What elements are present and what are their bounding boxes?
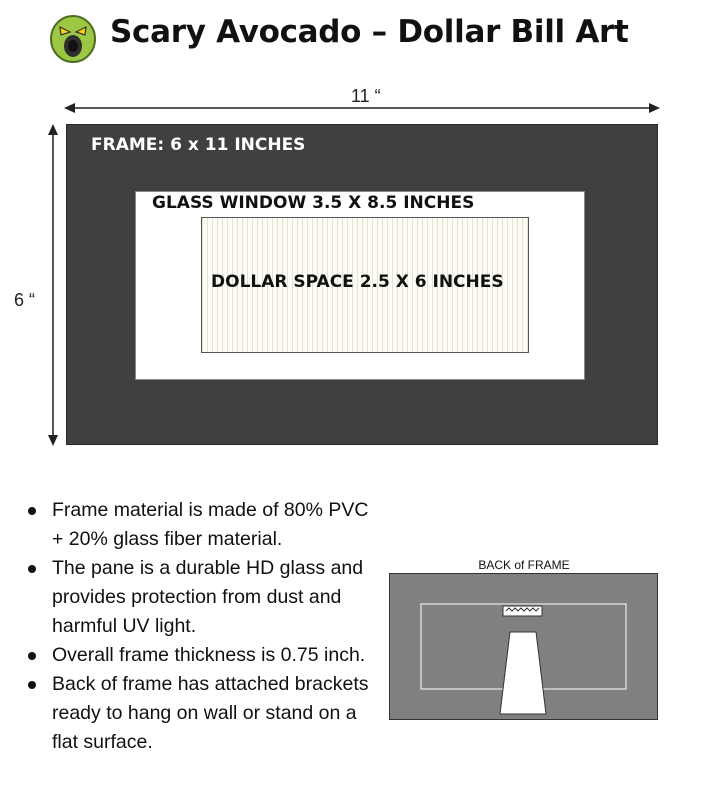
- height-arrow: [48, 124, 58, 446]
- back-of-frame-caption: BACK of FRAME: [478, 558, 570, 572]
- width-dimension-label: 11 “: [351, 86, 381, 106]
- bullet-icon: [28, 565, 36, 573]
- height-dimension-label: 6 “: [14, 290, 36, 310]
- frame-diagram: [66, 124, 658, 445]
- glass-window-label: GLASS WINDOW 3.5 X 8.5 INCHES: [152, 193, 475, 213]
- feature-list: [28, 496, 373, 757]
- dollar-space-label: DOLLAR SPACE 2.5 X 6 INCHES: [211, 272, 504, 292]
- glass-window: [135, 191, 585, 380]
- page-title: Scary Avocado – Dollar Bill Art: [110, 14, 629, 50]
- feature-text: Frame material is made of 80% PVC + 20% glass fiber material.: [52, 499, 369, 550]
- list-item: [28, 641, 373, 670]
- list-item: [28, 670, 373, 757]
- bullet-icon: [28, 652, 36, 660]
- list-item: [28, 496, 373, 554]
- hanging-bracket-icon: [503, 606, 542, 616]
- bullet-icon: [28, 681, 36, 689]
- feature-text: The pane is a durable HD glass and provides protection from dust and harmful UV light.: [52, 557, 364, 637]
- list-item: [28, 554, 373, 641]
- frame-label: FRAME: 6 x 11 INCHES: [91, 135, 306, 155]
- feature-text: Overall frame thickness is 0.75 inch.: [52, 644, 366, 666]
- back-of-frame-diagram: [389, 573, 659, 721]
- dollar-space: [201, 217, 529, 353]
- bullet-icon: [28, 507, 36, 515]
- feature-text: Back of frame has attached brackets ready to hang on wall or stand on a flat surface.: [52, 673, 369, 753]
